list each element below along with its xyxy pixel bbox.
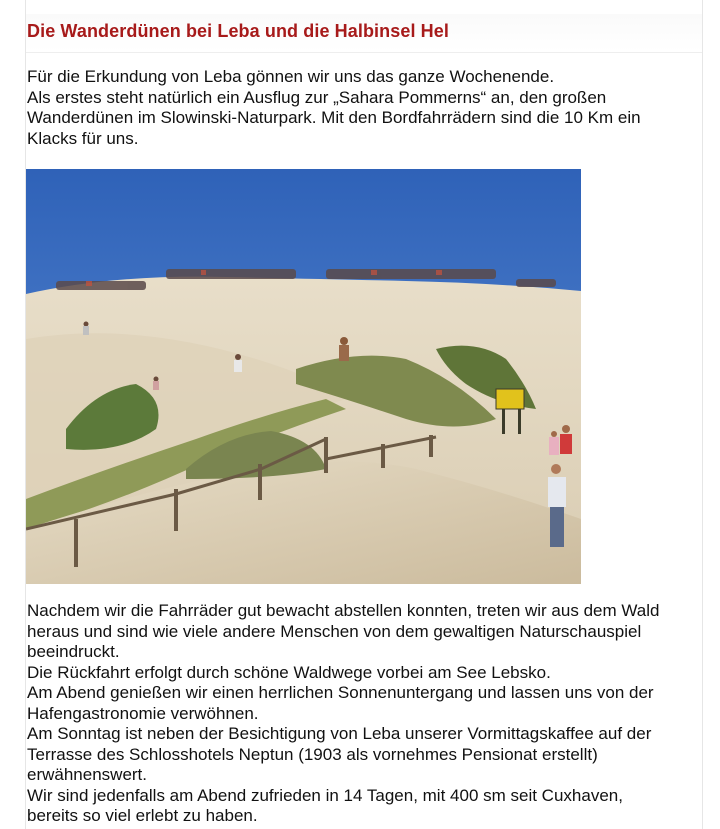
intro-line: Für die Erkundung von Leba gönnen wir uns das ganze Wochenende. <box>27 67 555 86</box>
outro-line: Hafengastronomie verwöhnen. <box>27 703 259 723</box>
outro-line: Die Rückfahrt erfolgt durch schöne Waldwege vorbei am See Lebsko. <box>27 662 551 682</box>
outro-line: erwähnenswert. <box>27 765 148 784</box>
intro-line: Klacks für uns. <box>27 128 139 148</box>
intro-line: Wanderdünen im Slowinski-Naturpark. Mit den Bordfahrrädern sind die 10 Km ein <box>27 108 641 127</box>
intro-paragraph <box>27 67 699 149</box>
outro-line: Nachdem wir die Fahrräder gut bewacht abstellen konnten, treten wir aus dem Wald <box>27 601 660 620</box>
outro-line: Wir sind jedenfalls am Abend zufrieden in 14 Tagen, mit 400 sm seit Cuxhaven, <box>27 785 623 805</box>
outro-line: Terrasse des Schlosshotels Neptun (1903 als vornehmes Pensionat erstellt) <box>27 744 598 764</box>
outro-line: Am Sonntag ist neben der Besichtigung von Leba unserer Vormittagskaffee auf der <box>27 724 652 743</box>
intro-line: Als erstes steht natürlich ein Ausflug zur „Sahara Pommerns“ an, den großen <box>27 87 607 107</box>
outro-line: bereits so viel erlebt zu haben. <box>27 806 258 825</box>
article-page <box>25 0 703 829</box>
outro-paragraph <box>27 601 699 827</box>
outro-line: Am Abend genießen wir einen herrlichen Sonnenuntergang und lassen uns von der <box>27 683 654 702</box>
article-title: Die Wanderdünen bei Leba und die Halbinsel Hel <box>27 21 449 41</box>
outro-line: beeindruckt. <box>27 642 120 661</box>
outro-line: heraus und sind wie viele andere Menschen von dem gewaltigen Naturschauspiel <box>27 621 642 641</box>
dune-photo <box>26 169 581 584</box>
